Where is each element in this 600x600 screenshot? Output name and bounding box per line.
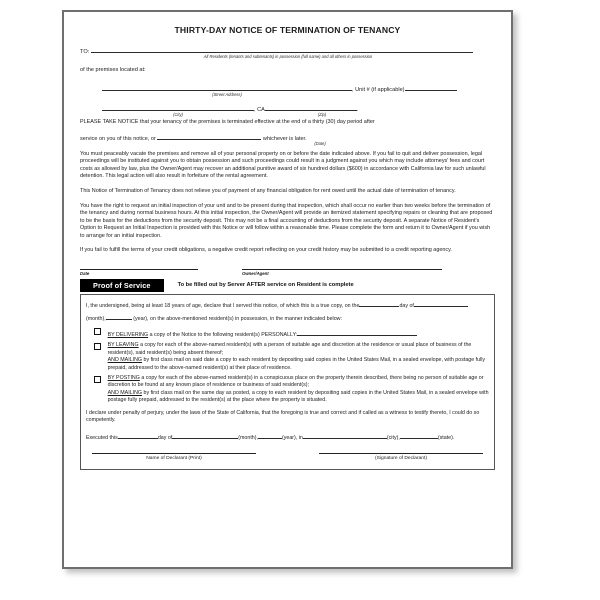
service-method-keyword: BY POSTING [107,374,140,381]
street-address-caption: (Street Address) [212,91,242,97]
please-take-notice-line2 [80,131,495,143]
service-method-item [86,375,489,405]
date-signature-line[interactable] [80,268,198,270]
executed-day-label: day of [157,434,173,441]
city-caption: (City) [173,112,183,117]
executed-city-label: (city), [386,434,400,441]
declarant-name-label: Name of Declarant (Print) [146,455,202,461]
service-method-item [86,327,489,340]
notice-part3-text: whichever is later. [262,136,307,143]
document-page [62,10,513,569]
service-year-input-line[interactable] [106,311,132,320]
proof-of-service-header [80,279,495,293]
checkbox-leaving[interactable] [94,343,101,350]
unit-input-line[interactable] [405,82,457,91]
service-method-headline: BY LEAVING a copy for each of the above-named resident(s) with a person of suitable age and discretion at the residence or usual place of business of the resident(s), said resident(s) being absent thereof; [107,342,472,356]
service-method-headline: BY DELIVERING a copy of the Notice to the following resident(s) PERSONALLY: [108,327,489,340]
city-zip-captions [80,113,495,118]
service-intro-day: day [399,303,408,310]
declarant-name-column [92,452,256,462]
service-method-continuation-keyword: AND MAILING [107,357,143,364]
unit-label: , Unit # (if applicable) [352,86,405,93]
personally-label: PERSONALLY: [261,332,298,339]
owner-agent-signature-column [242,268,442,276]
service-method-list [86,327,489,405]
service-method-text [108,375,489,405]
date-caption: (Date) [314,141,326,147]
personally-input-line[interactable] [297,327,417,336]
service-method-continuation: AND MAILING by first class mail on the same day as posted, a copy to each resident by depositing said copies in the United States Mail, in a sealed envelope with postage fully prepaid, addressed to the resident(s) at the place where the property is situated. [107,389,489,404]
street-address-input-line[interactable] [102,82,352,91]
city-state-zip-row [80,102,495,113]
service-method-continuation-keyword: AND MAILING [107,389,143,396]
paragraph-vacate: You must peaceably vacate the premises and remove all of your personal property on or before the date indicated above. If you fail to quit and deliver possession, legal proceedings will be instituted against you to obtain possession and such proceedings could result in a judgment against you which may include attorneys' fees and court costs as allowed by law, plus the Owner/Agent may recover an additional punitive award of six hundred dollars ($600) in accordance with California law for such unlawful detention. This legal action will also result in forfeiture of the rental agreement. [80,150,486,180]
executed-state-label: (state). [437,434,455,441]
proof-of-service-banner: Proof of Service [80,279,164,293]
service-method-continuation: AND MAILING by first class mail on said date a copy to each resident by depositing said copies in the United States Mail, in a sealed envelope, with postage fully prepaid, addressed to the above-named resident(s) at their place of residence. [107,357,486,371]
notice-part2-text: service on you of this notice, or [80,136,156,143]
service-method-keyword: BY DELIVERING [107,332,149,339]
checkbox-posting[interactable] [94,376,101,383]
street-address-row [80,82,495,93]
service-intro-year: (year), on the above-mentioned resident(s) in possession, in the manner indicated below: [133,315,342,322]
city-input-line[interactable] [102,102,254,111]
checkbox-delivering[interactable] [94,328,101,335]
date-signature-label: Date [80,270,90,276]
proof-of-service-box [80,294,495,470]
service-method-keyword: BY LEAVING [107,342,139,349]
page-title: THIRTY-DAY NOTICE OF TERMINATION OF TENANCY [174,25,401,35]
date-signature-column [80,268,198,276]
service-method-headline: BY POSTING a copy for each of the above-named resident(s) in a conspicuous place on the property therein described, there being no person of suitable age or discretion to be found at any known place of residence or business of said resident(s); [107,374,484,389]
service-day-input-line[interactable] [359,298,399,307]
to-label: TO: [80,49,90,55]
to-input-line[interactable] [91,44,473,53]
service-intro-month: (month), [86,315,106,322]
declarant-signature-label: (Signature of Declarant) [375,455,427,461]
executed-month-label: (month), [238,434,258,441]
executed-month-input-line[interactable] [172,430,238,439]
executed-city-input-line[interactable] [303,430,387,439]
owner-signature-block [80,268,495,276]
proof-of-service-subtitle: To be filled out by Server AFTER service on Resident is complete [177,282,354,289]
premises-label: of the premises located at: [80,66,146,73]
please-take-notice-line1: PLEASE TAKE NOTICE that your tenancy of the premises is terminated effective at the end of a thirty (30) day period after [80,118,375,125]
service-intro-a: I, the undersigned, being at least 18 years of age, declare that I served this notice, of which this is a true copy, on the [86,303,360,310]
owner-agent-signature-label: Owner/Agent [242,270,269,276]
perjury-declaration: I declare under penalty of perjury, under the laws of the State of California, that the foregoing is true and correct and if called as a witness to testify thereto, I could do so competently. [86,409,480,424]
service-method-text [108,327,489,340]
executed-day-input-line[interactable] [118,430,158,439]
termination-date-input-line[interactable] [157,131,261,140]
declarant-name-line[interactable] [92,452,256,454]
declarant-signature-line[interactable] [319,452,483,454]
owner-agent-signature-line[interactable] [242,268,442,270]
declarant-signature-block [86,452,489,463]
service-intro-of: of [409,303,414,310]
paragraph-inspection: You have the right to request an initial inspection of your unit and to be present during that inspection, which shall occur no earlier than two weeks before the termination of the tenancy and during normal business hours. At this initial inspection, the Owner/Agent will provide an itemized statement specifying repairs or cleaning that are proposed to be the basis for the deductions from the security deposit. This may not be a final accounting of deductions from the security deposit. A separate Notice of Resident's Option to Request an Initial Inspection is provided with this Notice or will follow within a reasonable time. Please complete the form and return it to Owner/Agent if you wish to arrange for an initial inspection. [80,202,493,239]
period: . [356,107,359,113]
executed-prefix: Executed this [86,434,118,441]
state-label: , CA [254,107,265,113]
executed-year-label: (year), in [281,434,303,441]
executed-row [86,430,489,443]
paragraph-obligation: This Notice of Termination of Tenancy does not relieve you of payment of any financial obligation for rent owed until the actual date of termination of tenancy. [80,188,456,194]
service-method-text [108,342,489,372]
to-caption: All Residents (tenants and subtenants) in possession (full name) and all others in possession [203,54,373,59]
paragraph-credit: If you fail to fulfill the terms of your credit obligations, a negative credit report reflecting on your credit history may be submitted to a credit reporting agency. [80,247,452,254]
service-method-item [86,342,489,372]
service-intro-text [86,298,489,323]
declarant-signature-column [319,452,483,462]
executed-state-input-line[interactable] [400,430,438,439]
service-month-input-line[interactable] [414,298,468,307]
zip-caption: (Zip) [317,112,327,117]
zip-input-line[interactable] [265,102,357,111]
executed-year-input-line[interactable] [258,430,282,439]
